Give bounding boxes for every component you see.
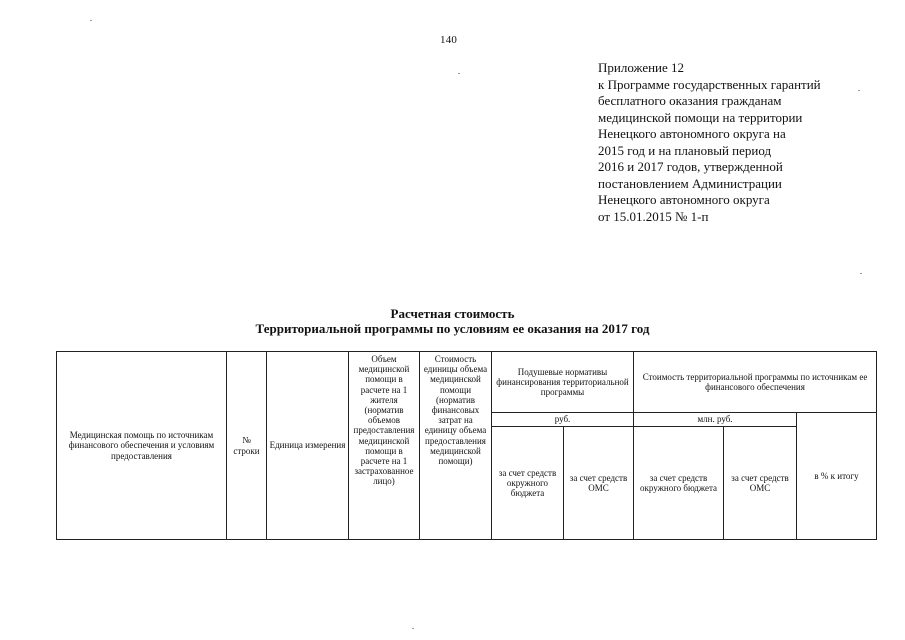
scan-speck — [458, 73, 460, 74]
appendix-note — [598, 60, 898, 225]
header-per-capita-norms: Подушевые нормативы финансирования территориальной программы — [492, 352, 634, 413]
cost-table — [56, 351, 877, 540]
scan-speck — [858, 90, 860, 91]
header-medical-care: Медицинская помощь по источникам финансового обеспечения и условиям предоставления — [57, 352, 227, 540]
header-oms-mln: за счет средств ОМС — [724, 427, 797, 540]
appendix-line: от 15.01.2015 № 1-п — [598, 208, 709, 224]
header-oms-rub: за счет средств ОМС — [564, 427, 634, 540]
header-budget-rub: за счет средств окружного бюджета — [492, 427, 564, 540]
appendix-line: к Программе государственных гарантий — [598, 76, 821, 92]
header-row-number: № строки — [227, 352, 267, 540]
scan-speck — [412, 628, 414, 629]
appendix-line: бесплатного оказания гражданам — [598, 93, 782, 108]
header-unit-rub: руб. — [492, 413, 634, 427]
appendix-line: медицинской помощи на территории — [598, 109, 803, 125]
scan-speck — [90, 20, 92, 21]
header-unit: Единица измерения — [267, 352, 349, 540]
header-program-cost: Стоимость территориальной программы по источникам ее финансового обеспечения — [634, 352, 877, 413]
header-unit-mln-rub: млн. руб. — [634, 413, 797, 427]
appendix-line: Приложение 12 — [598, 60, 685, 75]
document-title: Расчетная стоимость — [390, 306, 515, 321]
header-unit-cost: Стоимость единицы объема медицинской помощи (норматив финансовых затрат на единицу объема предоставления медицинской помощи) — [420, 352, 492, 540]
document-subtitle: Территориальной программы по условиям ее оказания на 2017 год — [255, 321, 650, 336]
header-budget-mln: за счет средств окружного бюджета — [634, 427, 724, 540]
page-number: 140 — [440, 34, 458, 46]
header-volume: Объем медицинской помощи в расчете на 1 жителя (норматив объемов предоставления медицинской помощи в расчете на 1 застрахованное лицо) — [349, 352, 420, 540]
appendix-line: Ненецкого автономного округа на — [598, 126, 786, 141]
appendix-line: 2015 год и на плановый период — [598, 142, 772, 158]
header-percent-total: в % к итогу — [797, 413, 877, 540]
appendix-line: постановлением Администрации — [598, 175, 782, 191]
appendix-line: Ненецкого автономного округа — [598, 192, 770, 207]
appendix-line: 2016 и 2017 годов, утвержденной — [598, 159, 783, 174]
scan-speck — [860, 273, 862, 274]
